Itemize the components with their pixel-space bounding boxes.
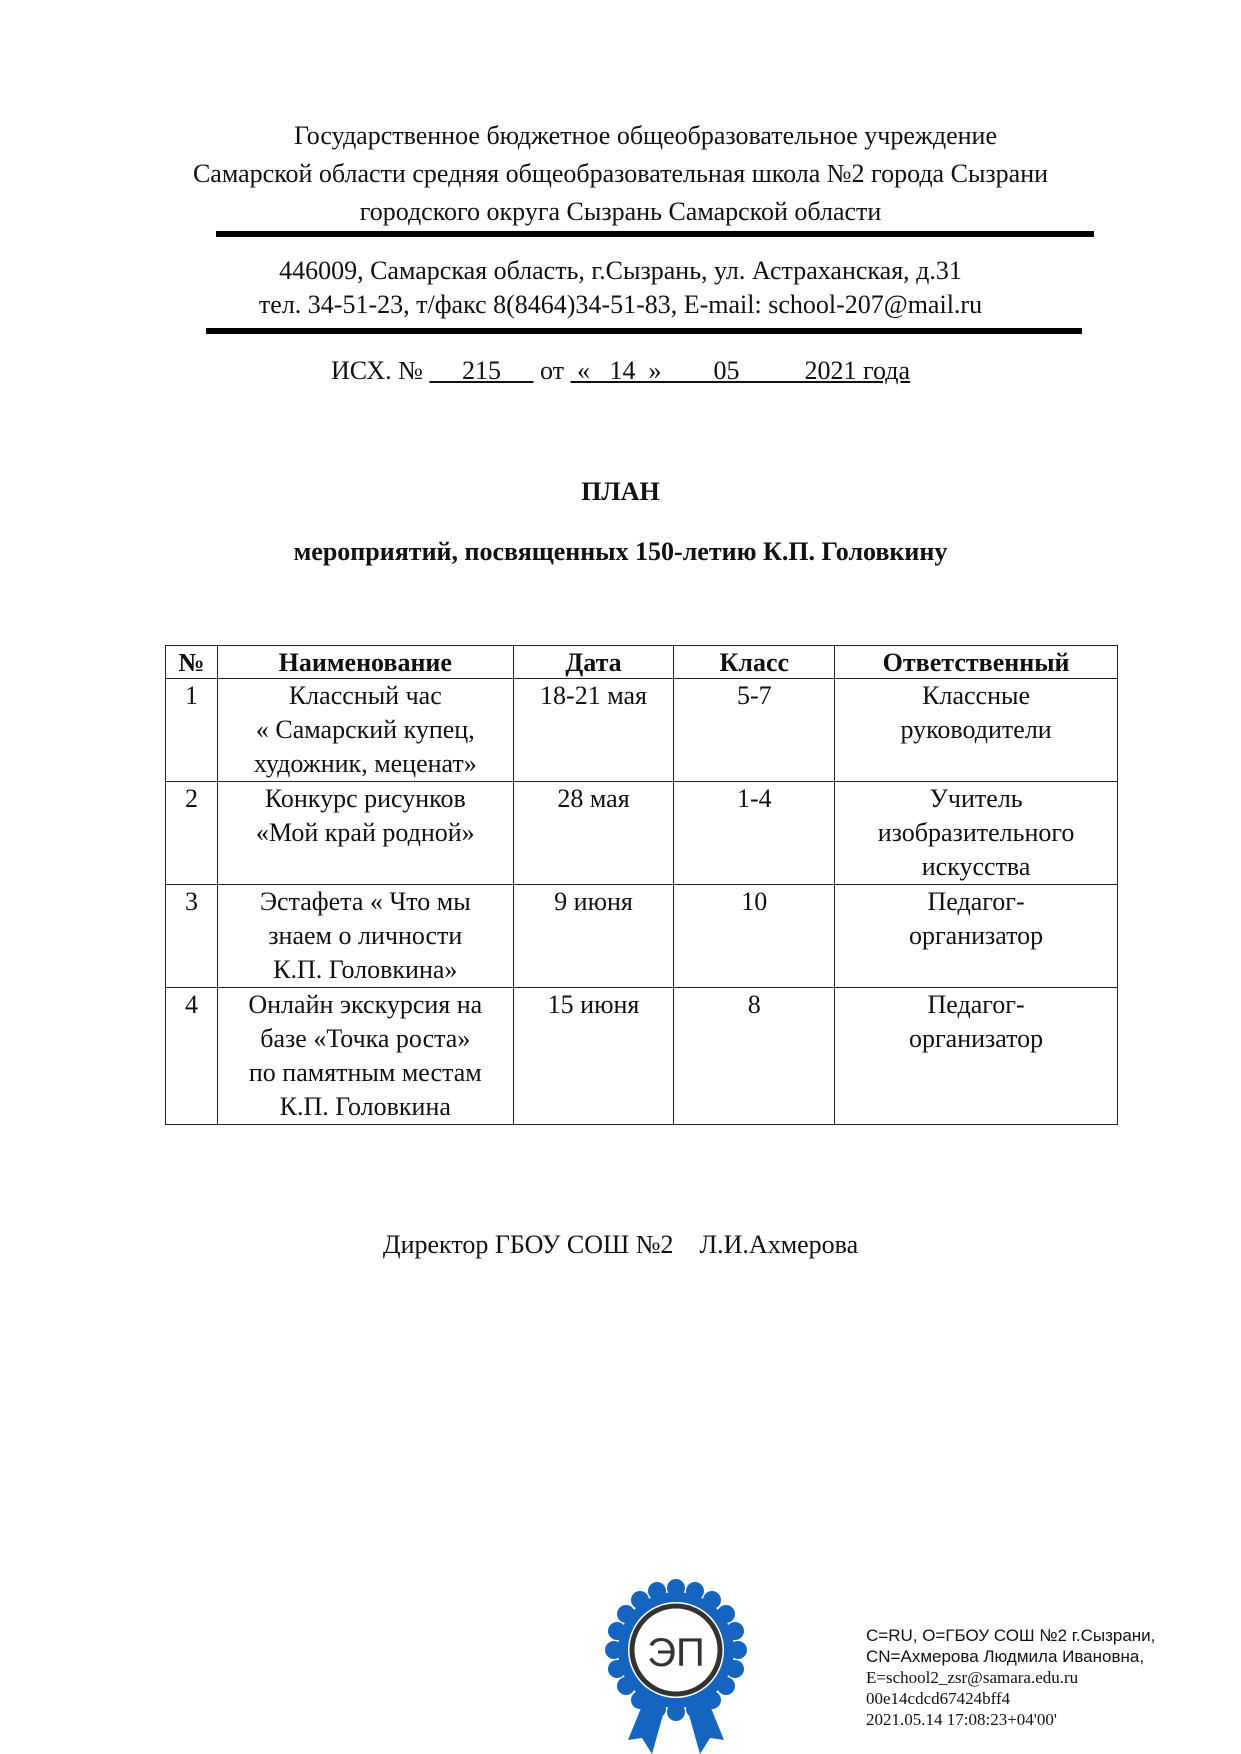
header-rule-top xyxy=(216,231,1094,237)
events-table xyxy=(165,645,1118,1125)
col-header-number: № xyxy=(166,646,218,679)
org-name-line-3: городского округа Сызрань Самарской области xyxy=(359,197,882,226)
stamp-label: ЭП xyxy=(647,1631,705,1675)
signature-line: E=school2_zsr@samara.edu.ru xyxy=(866,1668,1079,1687)
cell-number: 3 xyxy=(166,885,218,988)
e-signature-details xyxy=(866,1625,1155,1730)
signature-line: CN=Ахмерова Людмила Ивановна, xyxy=(866,1647,1145,1666)
cell-name: Классный час « Самарский купец, художник, меценат» xyxy=(217,679,513,782)
table-row xyxy=(166,988,1118,1125)
cell-responsible: Педагог- организатор xyxy=(835,988,1118,1125)
ref-from-label: от xyxy=(539,356,564,385)
cell-grade: 10 xyxy=(674,885,835,988)
table-header-row xyxy=(166,646,1118,679)
org-name-line-1: Государственное бюджетное общеобразовательное учреждение xyxy=(293,121,998,150)
col-header-responsible: Ответственный xyxy=(835,646,1118,679)
cell-responsible: Классные руководители xyxy=(835,679,1118,782)
cell-responsible: Педагог- организатор xyxy=(835,885,1118,988)
header-rule-bottom xyxy=(206,328,1082,334)
table-row xyxy=(166,679,1118,782)
table-row xyxy=(166,885,1118,988)
ref-prefix: ИСХ. № xyxy=(330,356,423,385)
signature-line: C=RU, O=ГБОУ СОШ №2 г.Сызрани, xyxy=(866,1626,1156,1645)
cell-responsible: Учитель изобразительного искусства xyxy=(835,782,1118,885)
cell-number: 1 xyxy=(166,679,218,782)
cell-date: 28 мая xyxy=(513,782,674,885)
plan-title: ПЛАН xyxy=(581,477,660,506)
cell-grade: 1-4 xyxy=(674,782,835,885)
cell-date: 9 июня xyxy=(513,885,674,988)
org-name-line-2: Самарской области средняя общеобразовательная школа №2 города Сызрани xyxy=(192,159,1049,188)
outgoing-reference xyxy=(0,356,1241,386)
ref-date: « 14 » 05 2021 года xyxy=(570,356,911,385)
director-signature-line: Директор ГБОУ СОШ №2 Л.И.Ахмерова xyxy=(382,1230,859,1259)
table-row xyxy=(166,782,1118,885)
signature-line: 00e14cdcd67424bff4 xyxy=(866,1689,1011,1708)
signature-line: 2021.05.14 17:08:23+04'00' xyxy=(866,1710,1057,1729)
e-signature-stamp-icon xyxy=(592,1578,760,1754)
cell-grade: 5-7 xyxy=(674,679,835,782)
col-header-name: Наименование xyxy=(217,646,513,679)
cell-name: Онлайн экскурсия на базе «Точка роста» по памятным местам К.П. Головкина xyxy=(217,988,513,1125)
cell-grade: 8 xyxy=(674,988,835,1125)
address-line-2: тел. 34-51-23, т/факс 8(8464)34-51-83, E-mail: school-207@mail.ru xyxy=(258,290,983,319)
col-header-date: Дата xyxy=(513,646,674,679)
address-line-1: 446009, Самарская область, г.Сызрань, ул. Астраханская, д.31 xyxy=(279,256,962,285)
cell-date: 15 июня xyxy=(513,988,674,1125)
cell-number: 2 xyxy=(166,782,218,885)
plan-subtitle: мероприятий, посвященных 150-летию К.П. Головкину xyxy=(293,537,948,566)
cell-name: Эстафета « Что мы знаем о личности К.П. Головкина» xyxy=(217,885,513,988)
ref-number: 215 xyxy=(461,356,501,385)
cell-number: 4 xyxy=(166,988,218,1125)
col-header-grade: Класс xyxy=(674,646,835,679)
cell-date: 18-21 мая xyxy=(513,679,674,782)
cell-name: Конкурс рисунков «Мой край родной» xyxy=(217,782,513,885)
